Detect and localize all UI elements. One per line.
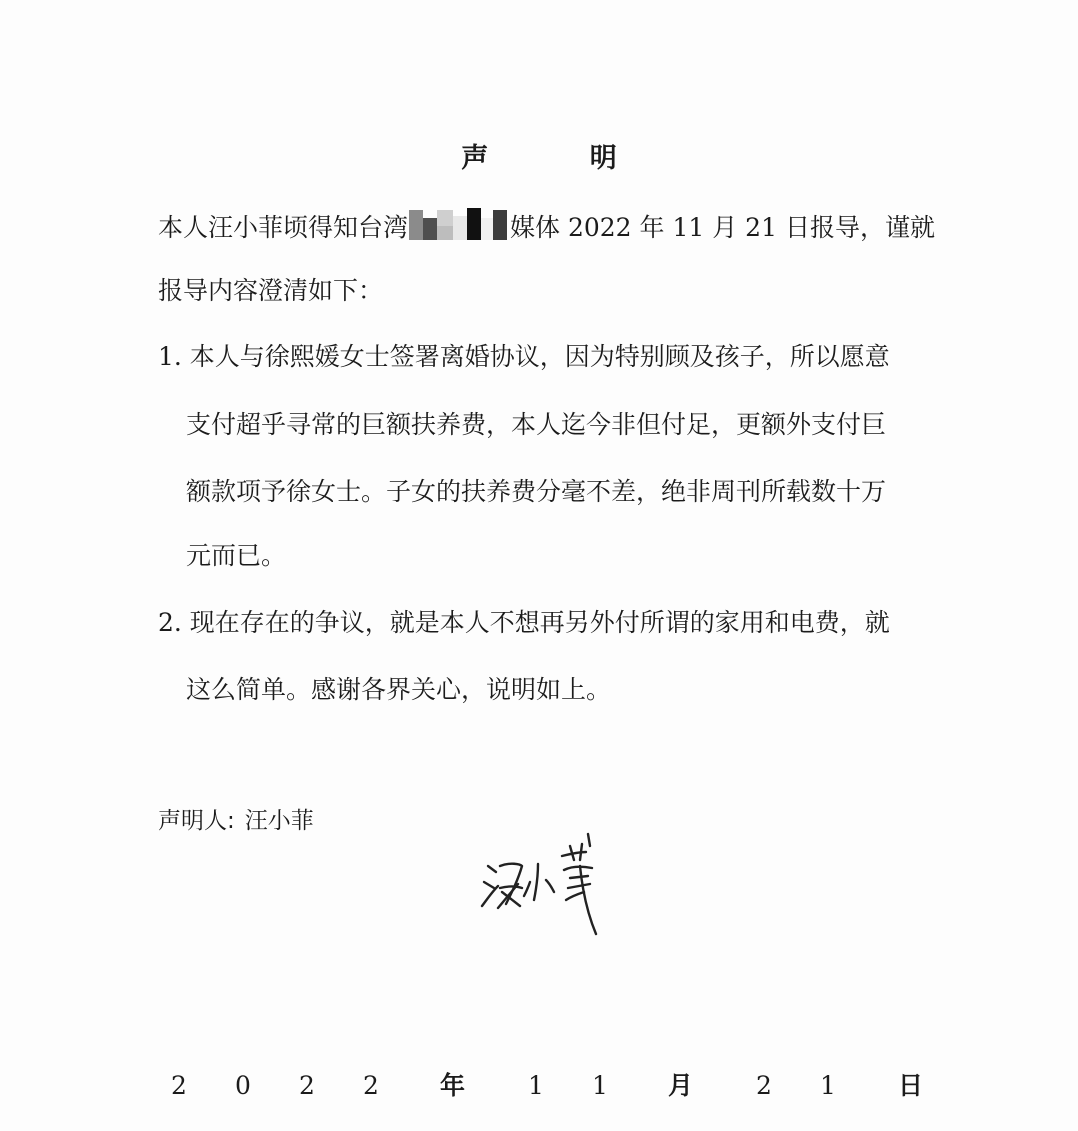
declarant-label: 声明人: — [158, 808, 235, 834]
date-digit: 2 — [171, 1071, 187, 1100]
date-digit: 1 — [528, 1071, 544, 1100]
document-date — [0, 1070, 1078, 1106]
date-digit: 1 — [820, 1071, 836, 1100]
item-1-line-2: 支付超乎寻常的巨额扶养费，本人迄今非但付足，更额外支付巨 — [186, 410, 887, 439]
date-digit: 0 — [235, 1071, 251, 1100]
paragraph-line-1 — [158, 208, 935, 243]
handwritten-signature — [470, 826, 620, 946]
date-month-char: 月 — [668, 1071, 694, 1100]
item-1-line-1: 1. 本人与徐熙媛女士签署离婚协议，因为特别顾及孩子，所以愿意 — [158, 342, 890, 371]
paragraph-line-2: 报导内容澄清如下： — [158, 276, 384, 305]
declarant — [158, 806, 314, 836]
date-digit: 1 — [592, 1071, 608, 1100]
date-digit: 2 — [756, 1071, 772, 1100]
line-1-text-start: 本人汪小菲顷得知台湾 — [158, 213, 409, 242]
date-digit: 2 — [363, 1071, 379, 1100]
item-1-line-4: 元而已。 — [186, 541, 287, 570]
redacted-mosaic — [409, 208, 509, 242]
item-2-line-1: 2. 现在存在的争议，就是本人不想再另外付所谓的家用和电费，就 — [158, 608, 890, 637]
document-title: 声 明 — [461, 143, 663, 174]
date-day-char: 日 — [898, 1071, 924, 1100]
item-2-line-2: 这么简单。感谢各界关心，说明如上。 — [186, 675, 612, 704]
date-digit: 2 — [299, 1071, 315, 1100]
date-year-char: 年 — [440, 1071, 466, 1100]
line-1-text-end: 媒体 2022 年 11 月 21 日报导，谨就 — [510, 213, 935, 242]
item-1-line-3: 额款项予徐女士。子女的扶养费分毫不差，绝非周刊所载数十万 — [186, 477, 887, 506]
declarant-name: 汪小菲 — [244, 808, 314, 834]
